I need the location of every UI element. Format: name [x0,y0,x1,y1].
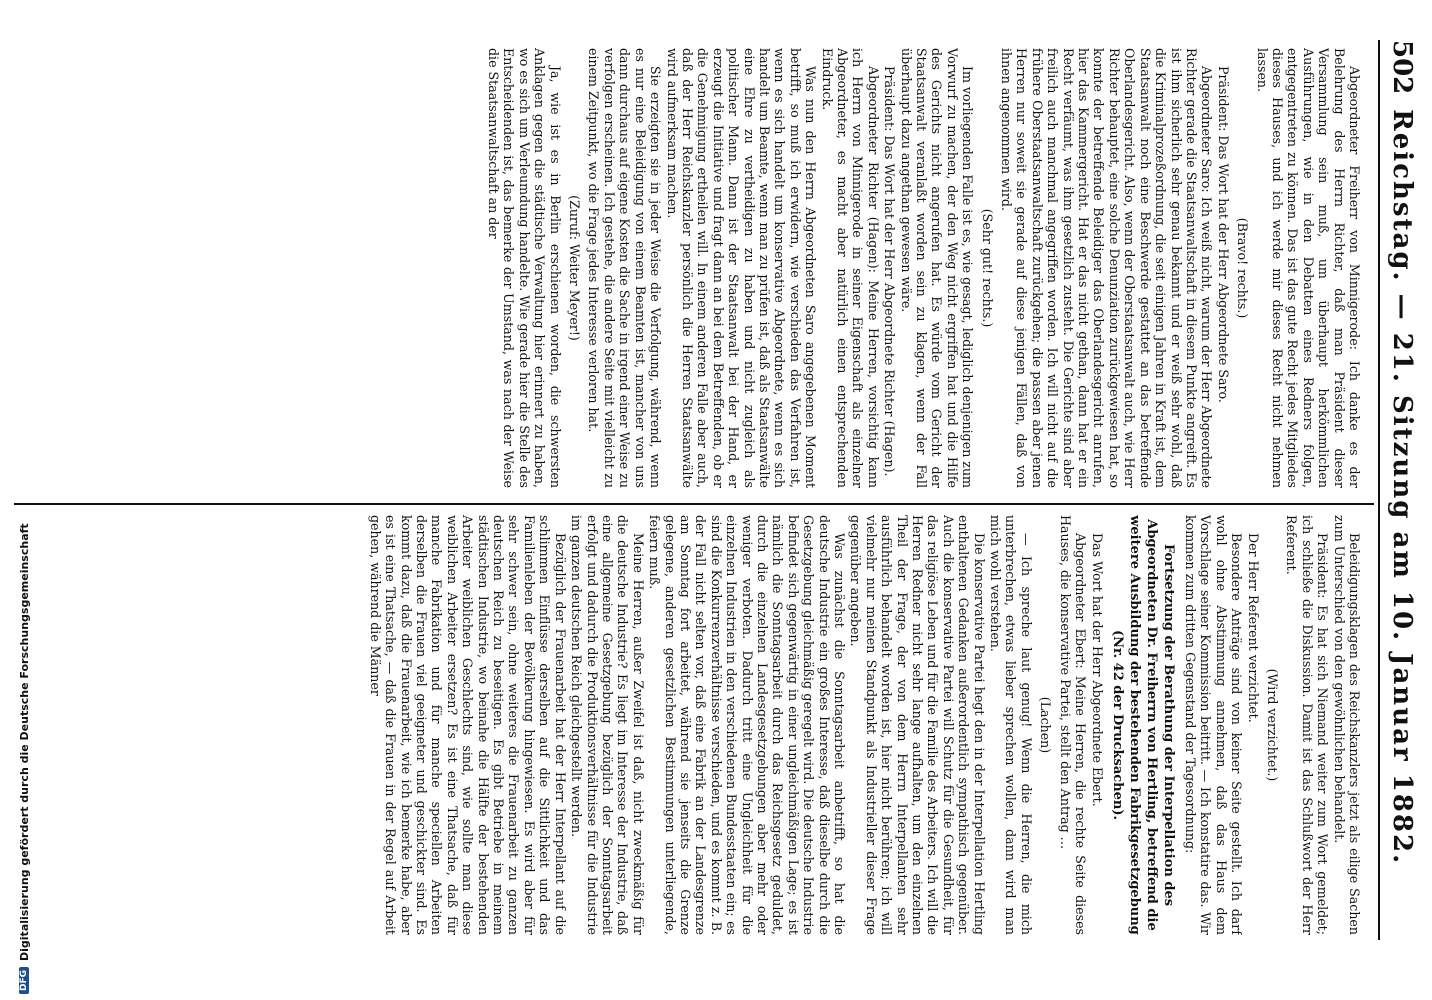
page-title: Reichstag. — 21. Sitzung am 10. Januar 1882. [1387,109,1417,866]
paragraph: — Ich spreche laut genug! Wenn die Herren, die mich unterbrechen, etwas lieber sprechen wollen, dann wird man mich wohl verstehen. [988,515,1034,935]
paragraph: Ja, wie ist es in Berlin erschienen worden, die schwersten Anklagen gegen die städtische Verwaltung hier erinnert zu haben, wo es sich um Verleumdung handelte. Wie gerade hier die Stelle des Entscheidenden ist, das bemerke der Umstand, was nach der Weise die Staatsanwaltschaft an der [486,48,563,488]
paragraph: Die konservative Partei hegt den in der Interpellation Hertling enthaltenen Gedanken außerordentlich sympathisch gegenüber. Auch die konservative Partei will Schutz für die Gesundheit, für das religiöse Leben und für die Familie des Arbeiters. Ich will die Herren Redner nicht sehr lange aufhalten, um den einzelnen Theil der Frage, der von dem Herrn Interpellanten sehr ausführlich behandelt worden ist, hier nicht berühren; ich will vielmehr nur meinen Standpunkt als Industrieller dieser Frage gegenüber angeben. [848,515,987,935]
paragraph: Abgeordneter Richter (Hagen): Meine Herren, vorsichtig kann ich Herrn von Minnigerode in seiner Eigenschaft als einzelner Abgeordneter, es macht aber natürlich einen entsprechenden Eindruck. [819,48,881,488]
paragraph: Der Herr Referent verzichtet. [1245,533,1261,723]
page-header [1382,40,1422,920]
paragraph: Beleidigungsklagen des Reichskanzlers jetzt als eilige Sachen zum Unterschied von den gewöhnlichen behandelt. [1331,515,1362,935]
footer-credit: Digitalisierung gefördert durch die Deutsche Forschungsgemeinschaft [17,523,31,961]
page-footer [16,0,32,1000]
section-heading: Fortsetzung der Berathung der Interpellation des Abgeordneten Dr. Freiherrn von Hertling, betreffend die weitere Ausbildung der bestehenden Fabrikgesetzgebung (Nr. 42 der Drucksachen). [1109,515,1176,935]
header-rule [1378,40,1380,940]
paragraph: Im vorliegenden Falle ist es, wie gesagt, lediglich denjenigen zum Vorwurf zu machen, der den Weg nicht ergriffen hat und die Hilfe des Gerichts nicht angerufen hat. Es würde vom Gericht der Staatsanwalt veranlaßt worden sein zu klagen, wenn der Fall überhaupt dazu angethan gewesen wäre. [898,48,976,488]
paragraph: Was nun den Herrn Abgeordneten Saro angegebenen Moment betrifft, so muß ich erwidern, wie verschieden das Verfahren ist, wenn es sich handelt um konservative Abgeordnete, wenn es sich handelt um Beamte, wenn man zu prüfen ist, daß als Staatsanwälte eine Ehre zu vertheidigen zu haben und nicht zugleich als politischer Mann. Dann ist der Staatsanwalt bei der Hand, er erzeugt die Initiative und fragt dann an bei dem Betreffenden, ob er die Genehmigung ertheilen will. In einem anderen Falle aber auch, daß der Herr Reichskanzler persönlich die Herren Staatsanwälte wird aufmerksam machen. [664,48,819,488]
paragraph: Was zunächst die Sonntagsarbeit anbetrifft, so hat die deutsche Industrie ein großes Interesse, daß dieselbe durch die Gesetzgebung gleichmäßig geregelt wird. Die deutsche Industrie befindet sich gegenwärtig in einer ungleichmäßigen Lage; es ist nämlich die Sonntagsarbeit durch das Reichsgesetz geduldet, durch die einzelnen Landesgesetzgebungen aber mehr oder weniger verboten. Dadurch tritt eine Ungleichheit für die einzelnen Industrien in den verschiedenen Bundesstaaten ein; es sind die Konkurrenzverhältnisse verschieden, und es kommt z. B. der Fall nicht selten vor, daß eine Fabrik an der Landesgrenze am Sonntag fort arbeitet, während sie jenseits die Grenze gelegene, anderen gesetzlichen Bestimmungen unterliegende, feiern muß. [647,515,848,935]
paragraph: Das Wort hat der Herr Abgeordnete Ebert. [1089,533,1105,807]
paragraph: Meine Herren, außer Zweifel ist daß, nicht zweckmäßig für die deutsche Industrie? Es liegt im Interesse der Industrie, daß eine allgemeine Gesetzgebung bezüglich der Sonntagsarbeit erfolgt und dadurch die Produktionsverhältnisse für die Industrie im ganzen deutschen Reich gleichgestellt werden. [569,515,646,935]
left-column [22,48,1362,488]
paragraph: Präsident: Es hat sich Niemand weiter zum Wort gemeldet; ich schließe die Diskussion. Damit ist das Schlußwort der Herr Referent. [1284,515,1331,935]
paragraph: Besondere Anträge sind von keiner Seite gestellt. Ich darf wohl ohne Abstimmung annehmen, daß das Haus dem Vorschlage seiner Kommission beitritt. — Ich konstatire das. Wir kommen zum dritten Gegenstand der Tagesordnung: [1182,515,1245,935]
page-number: 502 [1387,40,1417,95]
stage-direction: (Sehr gut! rechts.) [979,208,995,328]
paragraph: Abgeordneter Saro: Ich weiß nicht, warum der Herr Abgeordnete Richter gerade die Staatsanwaltschaft in diesem Punkte angreift. Es ist ihm sicherlich sehr genau bekannt und er weiß sehr wohl, daß die Kriminalprozeßordnung, die seit einigen Jahren in Kraft ist, dem Staatsanwalt noch eine Beschwerde gestattet an das betreffende Oberlandesgericht. Also, wenn der Oberstaatsanwalt auch, wie Herr Richter behauptet, eine solche Denunziation zurückgewiesen hat, so konnte der betreffende Beleidiger das Oberlandesgericht anrufen, hier das Kammergericht. Hat er das nicht gethan, dann hat er ein Recht verfäumt, was ihm gesetzlich zusteht. Die Gerichte sind aber freilich auch manchmal angegriffen worden. Ich will nicht auf die frühere Oberstaatsanwaltschaft zurückgehen; die passen aber jenen Herren nur soweit sie gerade auf diese jenigen Fällen, daß von ihnen angenommen wird. [999,48,1215,488]
stage-direction: (Bravo! rechts.) [1235,217,1251,319]
right-column [22,515,1362,935]
paragraph: Präsident: Das Wort hat der Herr Abgeordnete Richter (Hagen). [882,66,898,477]
column-divider [14,503,1374,505]
paragraph: Sie erzeigten sie in jeder Weise die Verfolgung, während, wenn es nur eine Beleidigung von einem Beamten ist, mancher von uns dann durchaus auf eigene Kosten die Sache in irgend einer Weise zu verfolgen erscheinen. Ich gestehe, die andere Seite mit vielleicht zu einem Zeitpunkt, wo die Frage jedes Interesse verloren hat. [586,48,664,488]
paragraph: Abgeordneter Freiherr von Minnigerode: Ich danke es der Belehrung des Herrn Richter, daß man Präsident dieser Versammlung sein muß, um überhaupt herkömmlichen Ausführungen, wie in den Debatten eines Redners folgen, entgegentreten zu können. Das ist das gute Recht jedes Mitgliedes dieses Hauses, und ich werde mir dieses Recht nicht nehmen lassen. [1254,48,1362,488]
stage-direction: (Lachen) [1038,696,1054,754]
paragraph: Abgeordneter Ebert: Meine Herren, die rechte Seite dieses Hauses, die konservative Partei, stellt den Antrag … [1057,515,1089,935]
paragraph: Bezüglich der Frauenarbeit hat der Herr Interpellant auf die schlimmen Einflüsse derselben auf die Sittlichkeit und das Familienleben der Bevölkerung hingewiesen. Es wird aber für sehr schwer sein, ohne weiteres die Frauenarbeit zu ganzen deutschen Reich zu beseitigen. Es gibt Betriebe in meinem städtischen Industrie, wo beinahe die Hälfte der bestehenden Arbeiter weiblichen Geschlechts sind, wie sollte man diese weiblichen Arbeiter ersetzen? Es ist eine Thatsache, daß für manche Fabrikation und für manche speciellen Arbeiten derselben die Frauen viel geeigneter und geschickter sind. Es kommt dazu, daß die Frauenarbeit, wie ich bemerke habe, aber es ist eine Thatsache, — daß die Frauen in der Regel auf Arbeit gehen, während die Männer [367,515,568,935]
stage-direction: (Wird verzichtet.) [1264,668,1280,782]
paragraph: Präsident: Das Wort hat der Herr Abgeordnete Saro. [1215,66,1231,403]
stage-direction: (Zuruf: Weiter Meyer!) [567,195,583,341]
dfg-logo: DFG [19,967,29,994]
